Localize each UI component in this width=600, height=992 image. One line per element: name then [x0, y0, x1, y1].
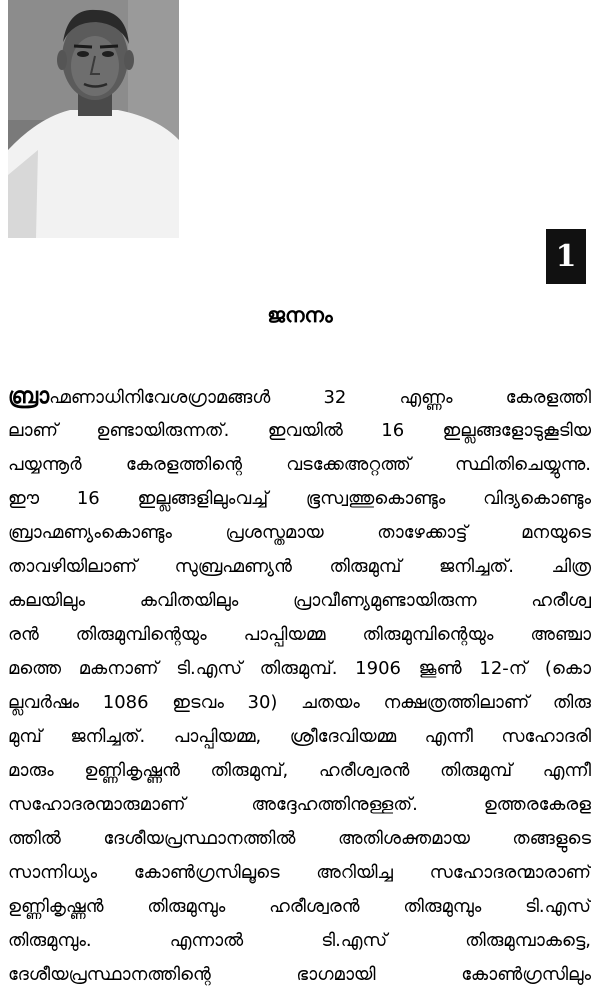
paragraph-line: സാന്നിധ്യം കോൺഗ്രസിലൂടെ അറിയിച്ച സഹോദരന്മാരാണ്: [8, 862, 591, 883]
paragraph-line: [8, 380, 591, 414]
paragraph-line: ഈ 16 ഇല്ലങ്ങളിലുംവച്ച് ഭൂസ്വത്തുകൊണ്ടും വിദ്യകൊണ്ടും: [8, 488, 591, 509]
body-text: [8, 380, 591, 992]
portrait-image: [8, 0, 179, 238]
paragraph-line: ബ്രാഹ്മണ്യംകൊണ്ടും പ്രശസ്തമായ താഴേക്കാട്ട് മനയുടെ: [8, 522, 591, 543]
paragraph-line: ത്തിൽ ദേശീയപ്രസ്ഥാനത്തിൽ അതിശക്തമായ തങ്ങളുടെ: [8, 828, 591, 849]
paragraph-line: ലാണ് ഉണ്ടായിരുന്നത്. ഇവയിൽ 16 ഇല്ലങ്ങളോടുകൂടിയ: [8, 420, 591, 441]
paragraph-line: സഹോദരന്മാരുമാണ് അദ്ദേഹത്തിനുള്ളത്. ഉത്തരകേരള: [8, 794, 591, 815]
paragraph-line: പയ്യന്നൂർ കേരളത്തിന്റെ വടക്കേഅറ്റത്ത് സ്ഥിതിചെയ്യുന്നു.: [8, 454, 591, 475]
drop-cap: ബ്രാ: [8, 384, 50, 409]
first-line-text: ഹ്മണാധിനിവേശഗ്രാമങ്ങൾ 32 എണ്ണം കേരളത്തി: [49, 387, 591, 408]
paragraph-line: തിരുമുമ്പും. എന്നാൽ ടി.എസ് തിരുമുമ്പാകട്ടെ,: [8, 930, 591, 951]
chapter-title: ജനനം: [267, 303, 333, 327]
paragraph-line: താവഴിയിലാണ് സുബ്രഹ്മണ്യൻ തിരുമുമ്പ് ജനിച്ചത്. ചിത്ര: [8, 556, 591, 577]
paragraph-line: രൻ തിരുമുമ്പിന്റെയും പാപ്പിയമ്മ തിരുമുമ്പിന്റെയും അഞ്ചാ: [8, 624, 591, 645]
paragraph-line: മാരും ഉണ്ണികൃഷ്ണൻ തിരുമുമ്പ്, ഹരീശ്വരൻ തിരുമുമ്പ് എന്നീ: [8, 760, 591, 781]
paragraph-line: മുമ്പ് ജനിച്ചത്. പാപ്പിയമ്മ, ശ്രീദേവിയമ്മ എന്നീ സഹോദരി: [8, 726, 591, 747]
chapter-number-badge: [546, 229, 586, 284]
chapter-number: 1: [555, 239, 577, 274]
paragraph-line: ഉണ്ണികൃഷ്ണൻ തിരുമുമ്പും ഹരീശ്വരൻ തിരുമുമ്പും ടി.എസ്: [8, 896, 591, 917]
portrait-photo: [8, 0, 179, 238]
paragraph-line: മത്തെ മകനാണ് ടി.എസ് തിരുമുമ്പ്. 1906 ജൂൺ 12-ന് (കൊ: [8, 658, 591, 679]
paragraph-line: കലയിലും കവിതയിലും പ്രാവീണ്യമുണ്ടായിരുന്ന ഹരീശ്വ: [8, 590, 591, 611]
paragraph-line: ദേശീയപ്രസ്ഥാനത്തിന്റെ ഭാഗമായി കോൺഗ്രസിലും: [8, 964, 591, 985]
paragraph-line: ല്ലവർഷം 1086 ഇടവം 30) ചതയം നക്ഷത്രത്തിലാണ് തിരു: [8, 692, 591, 713]
